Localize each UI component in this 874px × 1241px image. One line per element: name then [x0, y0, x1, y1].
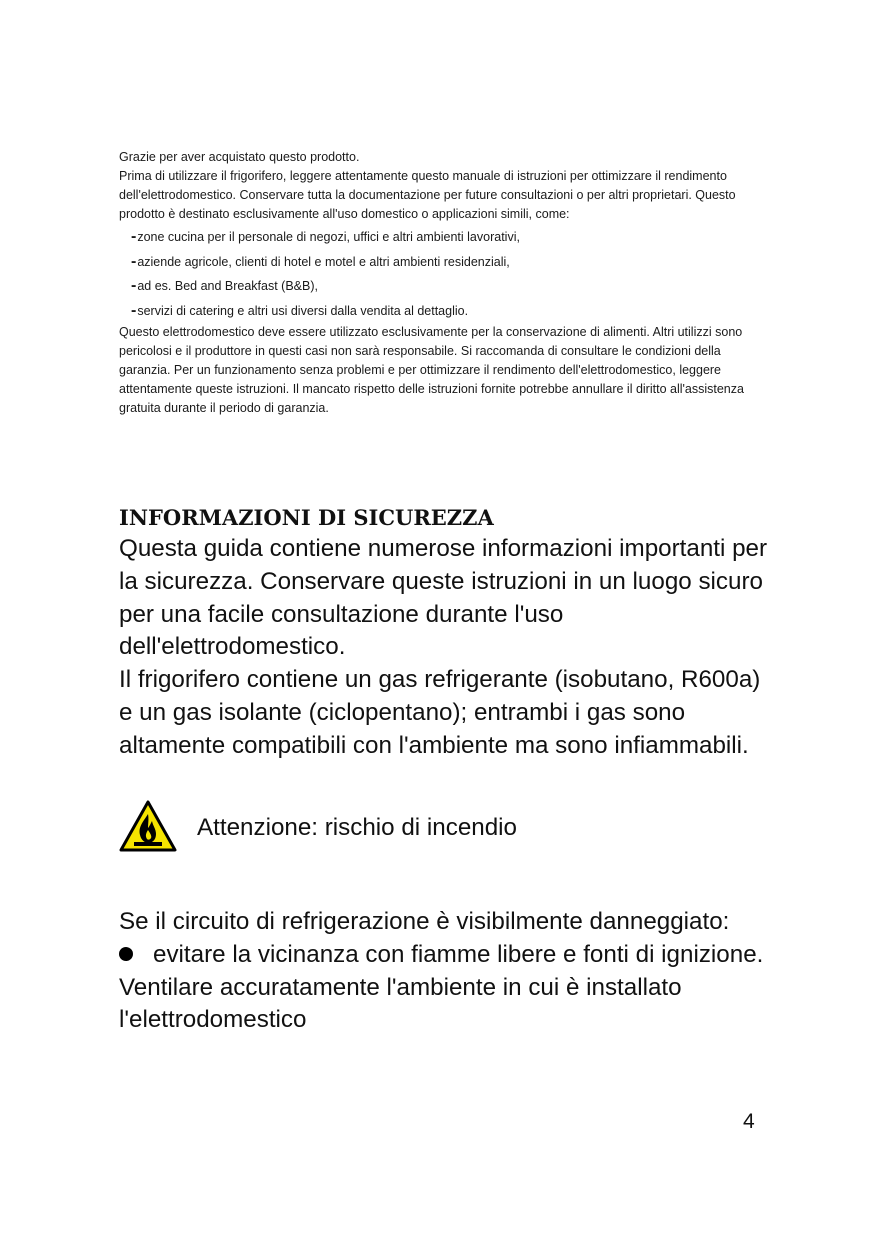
bullet-dot-icon — [119, 947, 133, 961]
circuit-section — [119, 906, 769, 1037]
fire-warning — [119, 798, 759, 858]
list-item-text: ad es. Bed and Breakfast (B&B), — [137, 279, 318, 293]
list-item: -ad es. Bed and Breakfast (B&B), — [131, 277, 318, 294]
ventilation-text: Ventilare accuratamente l'ambiente in cui è installato l'elettrodomestico — [119, 973, 682, 1034]
list-item-text: aziende agricole, clienti di hotel e motel e altri ambienti residenziali, — [137, 254, 510, 269]
usage-list — [119, 225, 759, 323]
safety-section — [119, 533, 769, 763]
page-number: 4 — [743, 1110, 755, 1133]
manual-page — [119, 148, 768, 1034]
intro-paragraph-1: Prima di utilizzare il frigorifero, leggere attentamente questo manuale di istruzioni per ottimizzare il rendimento dell'elettrodomestico. Conservare tutta la documentazione per future consultazioni o per altri proprietari. Questo prodotto è destinato esclusivamente all'uso domestico o applicazioni simili, come: — [119, 169, 736, 221]
list-item-text: servizi di catering e altri usi diversi dalla vendita al dettaglio. — [137, 303, 469, 318]
safety-paragraph-1: Questa guida contiene numerose informazioni importanti per la sicurezza. Conservare queste istruzioni in un luogo sicuro per una facile consultazione durante l'uso dell'elettrodomestico. — [119, 535, 768, 661]
intro-section — [119, 148, 759, 418]
safety-title: INFORMAZIONI DI SICUREZZA — [119, 505, 494, 530]
list-item: -zone cucina per il personale di negozi, uffici e altri ambienti lavorativi, — [131, 228, 520, 245]
circuit-heading: Se il circuito di refrigerazione è visibilmente danneggiato: — [119, 908, 730, 935]
flammable-warning-icon — [119, 800, 177, 852]
circuit-bullet-text: evitare la vicinanza con fiamme libere e fonti di ignizione. — [153, 940, 764, 968]
list-item-text: zone cucina per il personale di negozi, uffici e altri ambienti lavorativi, — [137, 230, 520, 244]
intro-paragraph-2: Questo elettrodomestico deve essere utilizzato esclusivamente per la conservazione di alimenti. Altri utilizzi sono pericolosi e il produttore in questi casi non sarà responsabile. Si raccomanda di consultare le condizioni della garanzia. Per un funzionamento senza problemi e per ottimizzare il rendimento dell'elettrodomestico, leggere attentamente queste istruzioni. Il mancato rispetto delle istruzioni fornite potrebbe annullare il diritto all'assistenza gratuita durante il periodo di garanzia. — [119, 325, 744, 415]
intro-thanks: Grazie per aver acquistato questo prodotto. — [119, 150, 360, 164]
warning-text: Attenzione: rischio di incendio — [197, 814, 518, 841]
list-item: -aziende agricole, clienti di hotel e motel e altri ambienti residenziali, — [131, 252, 510, 270]
list-item: -servizi di catering e altri usi diversi dalla vendita al dettaglio. — [131, 301, 469, 319]
safety-paragraph-2: Il frigorifero contiene un gas refrigerante (isobutano, R600a) e un gas isolante (ciclopentano); entrambi i gas sono altamente compatibili con l'ambiente ma sono infiammabili. — [119, 666, 761, 759]
circuit-bullet — [119, 939, 769, 972]
